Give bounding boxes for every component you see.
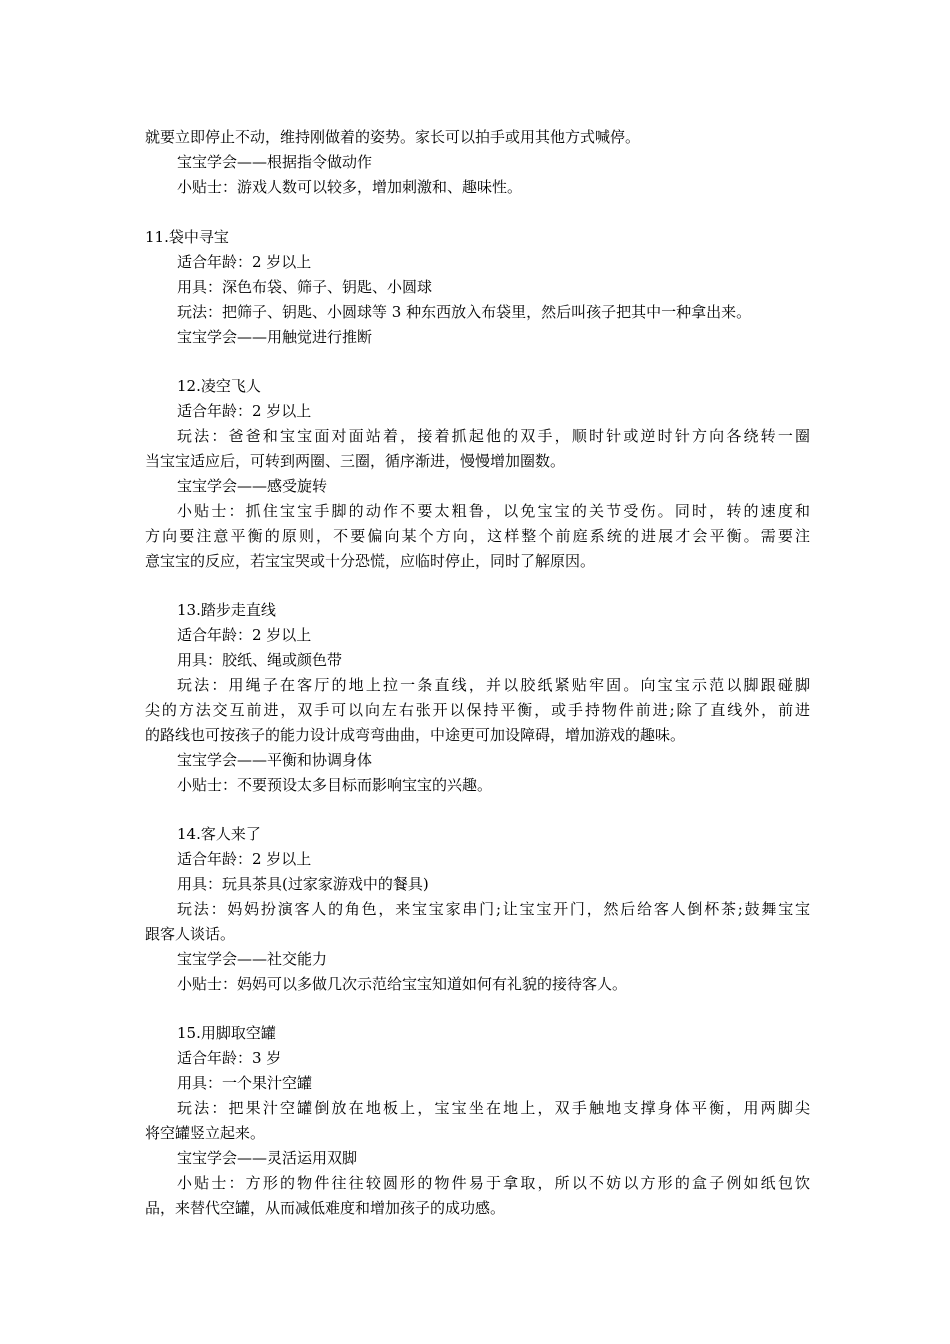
game-13-play-line-3: 的路线也可按孩子的能力设计成弯弯曲曲，中途更可加设障碍，增加游戏的趣味。 <box>145 726 686 744</box>
game-11-age: 适合年龄：2 岁以上 <box>177 253 312 271</box>
game-13-play-line-1: 玩法：用绳子在客厅的地上拉一条直线，并以胶纸紧贴牢固。向宝宝示范以脚跟碰脚 <box>177 676 810 694</box>
game-12-tip-line-2: 方向要注意平衡的原则，不要偏向某个方向，这样整个前庭系统的进展才会平衡。需要注 <box>145 527 810 545</box>
game-12-tip-line-3: 意宝宝的反应，若宝宝哭或十分恐慌，应临时停止，同时了解原因。 <box>145 552 596 570</box>
game-14-tools: 用具：玩具茶具(过家家游戏中的餐具) <box>177 875 429 893</box>
game-11-tools: 用具：深色布袋、筛子、钥匙、小圆球 <box>177 278 433 296</box>
game-15-play-line-2: 将空罐竖立起来。 <box>145 1124 266 1142</box>
game-15-learn: 宝宝学会——灵活运用双脚 <box>177 1149 358 1167</box>
game-13-learn: 宝宝学会——平衡和协调身体 <box>177 751 373 769</box>
game-14-age: 适合年龄：2 岁以上 <box>177 850 312 868</box>
game-14-play-line-1: 玩法：妈妈扮演客人的角色，来宝宝家串门;让宝宝开门，然后给客人倒杯茶;鼓舞宝宝 <box>177 900 810 918</box>
game-15-tip-line-2: 品，来替代空罐，从而减低难度和增加孩子的成功感。 <box>145 1199 506 1217</box>
game-14-play-line-2: 跟客人谈话。 <box>145 925 236 943</box>
game-14-title: 14.客人来了 <box>177 825 261 843</box>
game-15-tools: 用具：一个果汁空罐 <box>177 1074 313 1092</box>
game-11-learn: 宝宝学会——用触觉进行推断 <box>177 328 373 346</box>
game-14-learn: 宝宝学会——社交能力 <box>177 950 328 968</box>
intro-learn: 宝宝学会——根据指令做动作 <box>177 153 373 171</box>
game-15-title: 15.用脚取空罐 <box>177 1024 276 1042</box>
game-14-tip: 小贴士：妈妈可以多做几次示范给宝宝知道如何有礼貌的接待客人。 <box>177 975 628 993</box>
game-11-play: 玩法：把筛子、钥匙、小圆球等 3 种东西放入布袋里，然后叫孩子把其中一种拿出来。 <box>177 303 752 321</box>
game-13-tools: 用具：胶纸、绳或颜色带 <box>177 651 343 669</box>
intro-tip: 小贴士：游戏人数可以较多，增加刺激和、趣味性。 <box>177 178 523 196</box>
game-12-learn: 宝宝学会——感受旋转 <box>177 477 328 495</box>
game-11-title: 11.袋中寻宝 <box>145 228 229 246</box>
game-15-play-line-1: 玩法：把果汁空罐倒放在地板上，宝宝坐在地上，双手触地支撑身体平衡，用两脚尖 <box>177 1099 810 1117</box>
game-12-play-line-1: 玩法：爸爸和宝宝面对面站着，接着抓起他的双手，顺时针或逆时针方向各绕转一圈 <box>177 427 810 445</box>
game-13-tip: 小贴士：不要预设太多目标而影响宝宝的兴趣。 <box>177 776 493 794</box>
game-12-tip-line-1: 小贴士：抓住宝宝手脚的动作不要太粗鲁，以免宝宝的关节受伤。同时，转的速度和 <box>177 502 810 520</box>
game-12-play-line-2: 当宝宝适应后，可转到两圈、三圈，循序渐进，慢慢增加圈数。 <box>145 452 566 470</box>
game-13-play-line-2: 尖的方法交互前进，双手可以向左右张开以保持平衡，或手持物件前进;除了直线外，前进 <box>145 701 810 719</box>
game-13-age: 适合年龄：2 岁以上 <box>177 626 312 644</box>
game-15-tip-line-1: 小贴士：方形的物件往往较圆形的物件易于拿取，所以不妨以方形的盒子例如纸包饮 <box>177 1174 810 1192</box>
game-12-title: 12.凌空飞人 <box>177 377 261 395</box>
intro-rule-text: 就要立即停止不动，维持刚做着的姿势。家长可以拍手或用其他方式喊停。 <box>145 128 641 146</box>
game-15-age: 适合年龄：3 岁 <box>177 1049 282 1067</box>
game-12-age: 适合年龄：2 岁以上 <box>177 402 312 420</box>
game-13-title: 13.踏步走直线 <box>177 601 276 619</box>
